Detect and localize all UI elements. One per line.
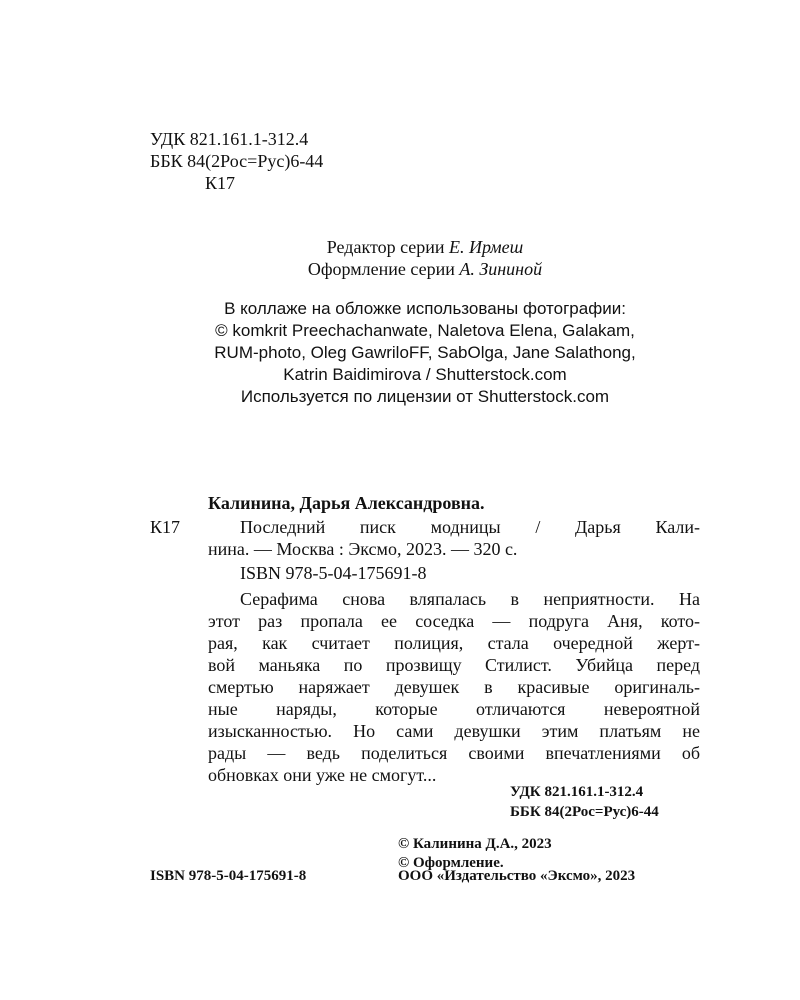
- photo-credits-line: RUM-photo, Oleg GawriloFF, SabOlga, Jane Salathong,: [214, 343, 636, 362]
- annotation-line: изысканностью. Но сами девушки этим платьям не: [208, 721, 700, 741]
- annotation-line: рая, как считает полиция, стала очередной жерт-: [208, 633, 700, 653]
- series-editor-label: Редактор серии: [326, 237, 450, 257]
- catalog-title-line: нина. — Москва : Эксмо, 2023. — 320 с.: [208, 539, 518, 559]
- annotation-line: этот раз пропала ее соседка — подруга Аня, кото-: [208, 611, 700, 631]
- annotation-line: смертью наряжает девушек в красивые оригиналь-: [208, 677, 700, 697]
- photo-credits-line: В коллаже на обложке использованы фотографии:: [224, 299, 626, 318]
- annotation-line: рады — ведь поделиться своими впечатлениями об: [208, 743, 700, 763]
- series-editor-credit: [200, 236, 650, 258]
- series-design-label: Оформление серии: [307, 259, 460, 279]
- annotation-line: обновках они уже не смогут...: [208, 765, 437, 785]
- annotation-line: вой маньяка по прозвищу Стилист. Убийца перед: [208, 655, 700, 675]
- copyright-author: © Калинина Д.А., 2023: [398, 836, 552, 852]
- photo-credits-line: Katrin Baidimirova / Shutterstock.com: [283, 365, 567, 384]
- catalog-author-mark: К17: [150, 517, 181, 537]
- footer-publisher: ООО «Издательство «Эксмо», 2023: [398, 868, 636, 884]
- catalog-title-line: Последний писк модницы / Дарья Кали-: [240, 517, 700, 537]
- annotation-line: ные наряды, которые отличаются невероятной: [208, 699, 700, 719]
- top-bbk: ББК 84(2Рос=Рус)6-44: [150, 151, 324, 171]
- series-design-name: А. Зининой: [459, 259, 543, 279]
- copyright-design: © Оформление.: [398, 855, 504, 871]
- catalog-udk: УДК 821.161.1-312.4: [510, 784, 644, 800]
- catalog-author-heading: Калинина, Дарья Александровна.: [208, 493, 485, 513]
- catalog-isbn: ISBN 978-5-04-175691-8: [240, 563, 427, 583]
- series-editor-name: Е. Ирмеш: [449, 237, 524, 257]
- top-author-mark: К17: [205, 173, 236, 193]
- photo-credits-license: Используется по лицензии от Shutterstock.com: [240, 387, 610, 406]
- footer-isbn: ISBN 978-5-04-175691-8: [150, 868, 307, 884]
- series-design-credit: [200, 258, 650, 280]
- catalog-bbk: ББК 84(2Рос=Рус)6-44: [510, 804, 659, 820]
- top-udk: УДК 821.161.1-312.4: [150, 129, 309, 149]
- photo-credits-line: © komkrit Preechachanwate, Naletova Elena, Galakam,: [215, 321, 635, 340]
- annotation-line: Серафима снова вляпалась в неприятности. На: [240, 589, 700, 609]
